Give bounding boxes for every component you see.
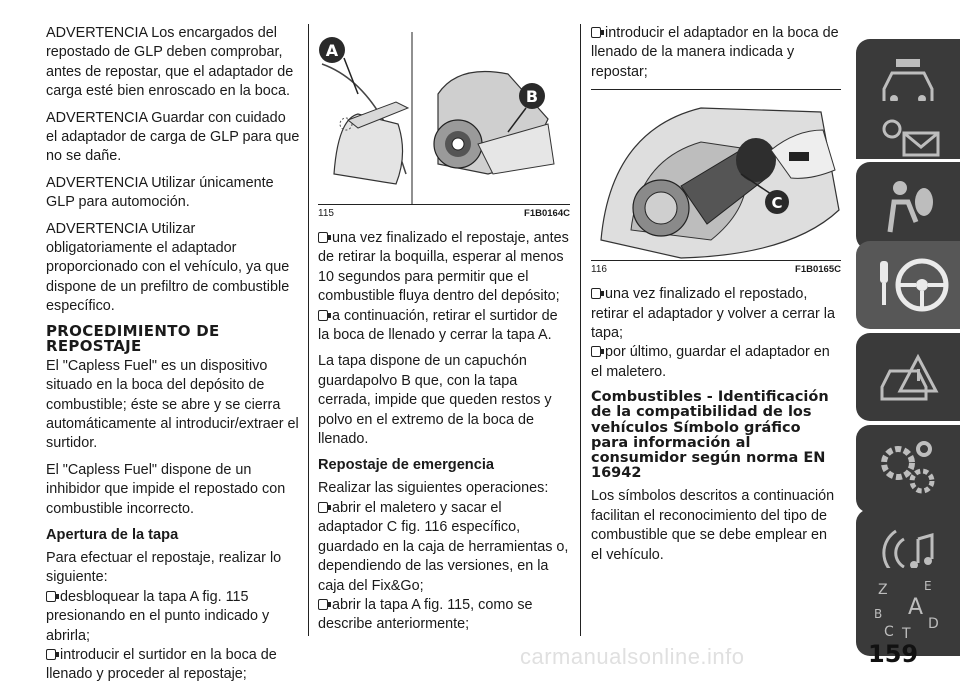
- bullet-icon: [318, 599, 328, 610]
- paragraph-dust-cap: La tapa dispone de un capuchón guardapolvo B que, con la tapa cerrada, impide que queden restos y polvo en el extremo de la boca de llenado.: [318, 353, 552, 448]
- list-item: a continuación, retirar el surtidor de la boca de llenado y cerrar la tapa A.: [318, 307, 558, 344]
- watermark: carmanualsonline.info: [520, 644, 745, 669]
- figure-116: [591, 89, 841, 261]
- paragraph-symbols: Los símbolos descritos a continuación facilitan el reconocimiento del tipo de combustible que se debe emplear en el vehículo.: [591, 488, 835, 563]
- list-item: introducir el adaptador en la boca de llenado de la manera indicada y repostar;: [591, 25, 839, 80]
- list-item: desbloquear la tapa A fig. 115 presionando en el punto indicado y abrirla;: [46, 588, 270, 644]
- alphabetical-index-icon: [874, 578, 954, 646]
- warning-lights-icon: [874, 111, 944, 161]
- list-item: una vez finalizado el repostaje, antes de retirar la boquilla, esperar al menos 10 segundos para permitir que el combustible fluya dentro del depósito;: [318, 230, 569, 305]
- svg-text:B: B: [874, 607, 883, 621]
- list-item: introducir el surtidor en la boca de llenado y proceder al repostaje;: [46, 646, 277, 683]
- bullet-icon: [318, 232, 328, 243]
- column-3: [591, 24, 841, 572]
- sidebar-tab-safety[interactable]: [856, 162, 960, 250]
- svg-text:A: A: [325, 41, 339, 60]
- figure-number: 115: [318, 208, 334, 219]
- bullet-icon: [46, 591, 56, 602]
- figure-number: 116: [591, 264, 607, 276]
- paragraph-capless-1: El "Capless Fuel" es un dispositivo situado en la boca del depósito de combustible; éste se abre y se cierra automáticamente al introducir/extraer el surtidor.: [46, 357, 299, 452]
- service-gears-icon: [874, 435, 944, 503]
- paragraph-intro-steps: Para efectuar el repostaje, realizar lo siguiente:: [46, 549, 282, 586]
- svg-text:D: D: [928, 616, 939, 632]
- column-divider: [580, 24, 581, 636]
- list-item: abrir el maletero y sacar el adaptador C fig. 116 específico, guardado en la caja de herramientas o, dependiendo de las versiones, en la caja del Fix&Go;: [318, 499, 569, 594]
- svg-text:B: B: [525, 87, 539, 106]
- subheading-open-flap: Apertura de la tapa: [46, 526, 179, 543]
- svg-text:Z: Z: [878, 582, 888, 598]
- sidebar-tab-emergency[interactable]: [856, 333, 960, 421]
- bullet-icon: [591, 27, 601, 38]
- column-divider: [308, 24, 309, 636]
- svg-text:E: E: [924, 579, 932, 593]
- bullet-icon: [591, 288, 601, 299]
- warning-1: ADVERTENCIA Los encargados del repostado de GLP deben comprobar, antes de repostar, que el adaptador de carga esté bien enroscado en la boca.: [46, 25, 294, 100]
- bullet-icon: [591, 346, 601, 357]
- page-number: 159: [868, 640, 919, 668]
- sidebar-tab-starting-driving[interactable]: [856, 241, 960, 329]
- svg-text:T: T: [902, 626, 911, 642]
- subheading-emergency: Repostaje de emergencia: [318, 457, 495, 474]
- sidebar-tab-maintenance[interactable]: [856, 425, 960, 513]
- key-steering-wheel-icon: [874, 251, 954, 319]
- section-heading-refueling: PROCEDIMIENTO DE REPOSTAJE: [46, 321, 220, 355]
- list-item: una vez finalizado el repostado, retirar el adaptador y volver a cerrar la tapa;: [591, 286, 835, 342]
- figure-caption: [591, 264, 841, 275]
- column-2: [318, 24, 570, 635]
- warning-4: ADVERTENCIA Utilizar obligatoriamente el adaptador proporcionado con el vehículo, ya que dispone de un prefiltro de combustible específico.: [46, 220, 290, 315]
- list-item: por último, guardar el adaptador en el maletero.: [591, 344, 830, 380]
- paragraph-operations: Realizar las siguientes operaciones:: [318, 480, 549, 497]
- figure-code: F1B0165C: [795, 264, 841, 276]
- breakdown-icon: [874, 343, 944, 411]
- figure-code: F1B0164C: [524, 208, 570, 219]
- adapter-illustration: [591, 90, 841, 260]
- warning-2: ADVERTENCIA Guardar con cuidado el adaptador de carga de GLP para que no se dañe.: [46, 109, 300, 165]
- fuel-flap-illustration: [318, 24, 570, 204]
- column-1: [46, 24, 300, 685]
- warning-3: ADVERTENCIA Utilizar únicamente GLP para automoción.: [46, 174, 274, 211]
- bullet-icon: [318, 502, 328, 513]
- figure-caption: [318, 208, 570, 219]
- paragraph-capless-2: El "Capless Fuel" dispone de un inhibidor que impide el repostado con combustible incorrecto.: [46, 461, 286, 517]
- svg-text:A: A: [908, 595, 924, 620]
- svg-text:C: C: [884, 624, 894, 640]
- figure-115: [318, 24, 570, 205]
- bullet-icon: [46, 649, 56, 660]
- svg-text:C: C: [771, 194, 783, 213]
- sidebar-tab-warnings[interactable]: [856, 101, 960, 159]
- list-item: abrir la tapa A fig. 115, como se describe anteriormente;: [318, 596, 533, 633]
- section-heading-fuels: Combustibles - Identificación de la compatibilidad de los vehículos Símbolo gráfico para información al consumidor según norma EN 16942: [591, 389, 829, 482]
- airbag-safety-icon: [874, 172, 944, 240]
- bullet-icon: [318, 310, 328, 321]
